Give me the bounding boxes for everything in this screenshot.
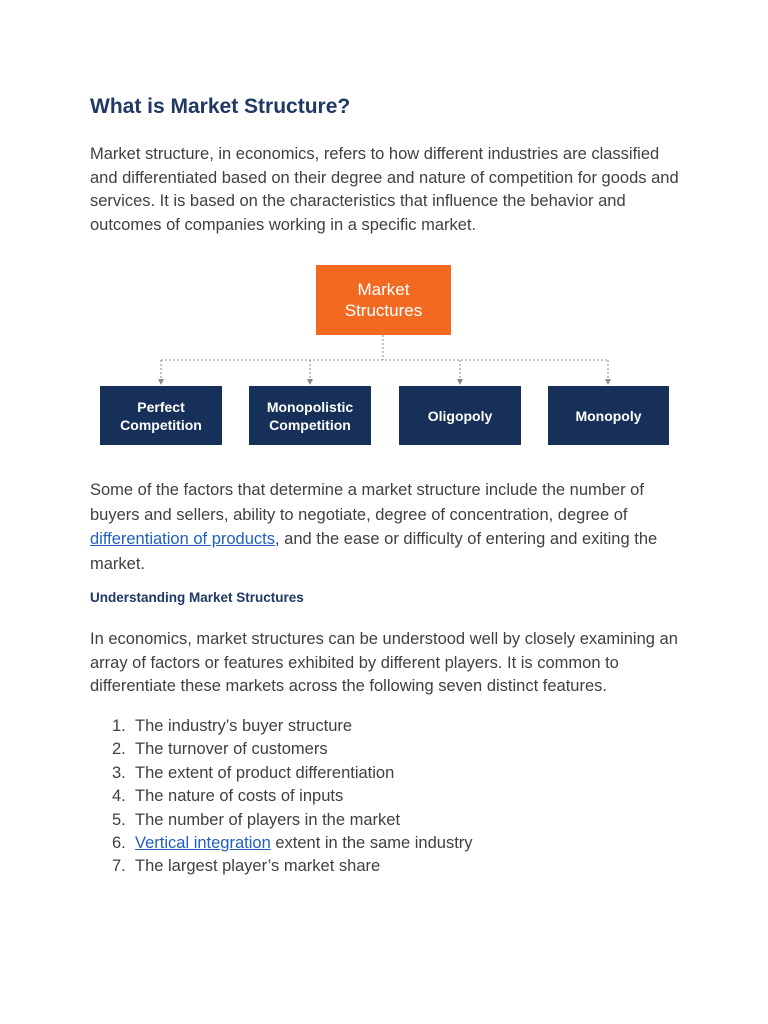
list-item-number: 5. <box>112 810 126 829</box>
factors-text-after: , and the ease or difficulty of entering and exiting the market. <box>90 530 658 573</box>
list-item-number: 2. <box>112 740 126 759</box>
list-item-text: The nature of costs of inputs <box>135 787 344 806</box>
list-item-text: The industry’s buyer structure <box>135 717 353 735</box>
list-item-text: The number of players in the market <box>135 810 401 829</box>
factors-paragraph <box>90 478 690 576</box>
diagram-root-label: Market Structures <box>344 280 423 320</box>
page-title: What is Market Structure? <box>90 95 351 118</box>
list-item-text: The largest player’s market share <box>135 857 381 876</box>
list-item-text: The turnover of customers <box>135 740 328 759</box>
list-item <box>90 762 690 785</box>
list-item-number: 3. <box>112 763 126 782</box>
list-item <box>90 855 690 878</box>
differentiation-of-products-link[interactable]: differentiation of products <box>90 530 275 548</box>
list-item-number: 7. <box>112 857 126 876</box>
diagram-box-oligopoly <box>399 386 521 445</box>
diagram-box-monopoly <box>548 386 669 445</box>
list-item-number: 1. <box>112 717 126 735</box>
list-item <box>90 832 690 855</box>
list-item-text: The extent of product differentiation <box>135 763 395 782</box>
features-list <box>90 715 690 879</box>
diagram-child-label: Monopoly <box>575 407 642 424</box>
list-item <box>90 715 690 738</box>
diagram-child-label: Perfect Competition <box>120 398 202 433</box>
intro-paragraph: Market structure, in economics, refers to how different industries are classified and differentiated based on their degree and nature of competition for goods and services. It is based on the characteristics that influence the behavior and outcomes of companies working in a specific market. <box>90 145 679 234</box>
vertical-integration-link[interactable]: Vertical integration <box>135 834 271 853</box>
diagram-box-monopolistic-competition <box>249 386 371 445</box>
diagram-child-label: Oligopoly <box>427 407 493 424</box>
list-item <box>90 809 690 832</box>
list-item <box>90 738 690 761</box>
list-item-number: 6. <box>112 834 126 853</box>
diagram-root-box <box>316 265 451 335</box>
list-item-number: 4. <box>112 787 126 806</box>
diagram-box-perfect-competition <box>100 386 222 445</box>
list-item <box>90 785 690 808</box>
list-item-text: extent in the same industry <box>270 834 473 853</box>
diagram-child-label: Monopolistic Competition <box>266 398 354 433</box>
understanding-paragraph: In economics, market structures can be understood well by closely examining an array of factors or features exhibited by different players. It is common to differentiate these markets across the following seven distinct features. <box>90 630 678 695</box>
factors-text-before: Some of the factors that determine a market structure include the number of buyers and sellers, ability to negotiate, degree of concentration, degree of <box>90 481 644 524</box>
section-subheading: Understanding Market Structures <box>90 590 304 605</box>
